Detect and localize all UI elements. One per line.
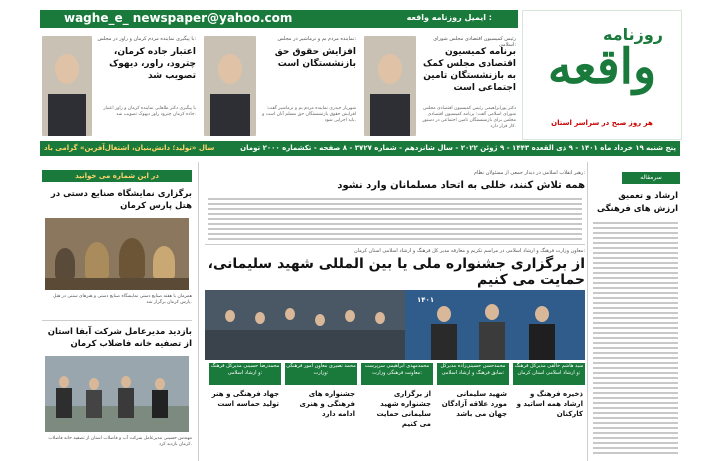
newspaper-logo (522, 10, 682, 140)
teaser-2-headline: افزایش حقوق حق بازنشستگان است (274, 47, 356, 69)
festival-headline[interactable]: از برگزاری جشنواره ملی یا بین المللی شهید سلیمانی، حمایت می کنیم (207, 256, 585, 288)
bottom-box-5-headline: جهاد فرهنگی و هنر تولید حماسه است (211, 390, 279, 408)
bottom-box-3-caption: محمدمهدی ابراهیمی سرپرست معاونت فرهنگی وزارت: (361, 363, 433, 385)
editorial-headline[interactable]: ارشاد و تعمیق ارزش های فرهنگی (597, 191, 678, 214)
email-address: waghe_e_ newspaper@yahoo.com (64, 11, 293, 25)
handicrafts-headline[interactable]: برگزاری نمایشگاه صنایع دستی در هتل پارس کرمان (50, 189, 192, 211)
left-divider (42, 320, 192, 321)
bottom-box-4-caption: محمد نصیری معاون امور فرهنگی وزارت: (285, 363, 357, 385)
bottom-box-4-headline: جشنواره های فرهنگی و هنری ادامه دارد (299, 390, 355, 418)
teaser-3-body: با پیگیری دکتر طاهایی نماینده کرمان و راور اعتبار جاده کرمان چترود راور دیهوک تصویب شد. (103, 106, 196, 117)
abfa-caption: مهندس حسینی مدیرعامل شرکت آب و فاضلاب استان از تصفیه خانه فاضلاب کرمان بازدید کرد. (48, 436, 192, 447)
teaser-1-headline: برنامه کمیسیون اقتصادی مجلس کمک به بازنشستگان تامین اجتماعی است (423, 47, 516, 93)
email-tagline: ایمیل روزنامه واقعه : (406, 13, 492, 22)
teaser-3-kicker: با پیگیری نماینده مردم کرمان و راور در مجلس: (97, 36, 196, 42)
teaser-1[interactable] (362, 32, 518, 138)
teaser-1-body: دکتر پورابراهیمی رئیس کمیسیون اقتصادی مجلس شورای اسلامی گفت: برنامه کمیسیون اقتصادی مجلس برای بازنشستگان تامین اجتماعی در دستور کار قرار دارد. (422, 106, 516, 129)
teaser-2-photo (204, 36, 256, 136)
abfa-photo (45, 356, 189, 432)
logo-subtitle: هر روز صبح در سراسر استان (551, 119, 653, 127)
bottom-box-3-headline: از برگزاری جشنواره شهید سلیمانی حمایت می کنیم (376, 390, 431, 428)
in-this-issue-banner: در این شماره می خوانید (42, 170, 192, 182)
date-bar (40, 141, 680, 156)
leader-text (208, 198, 582, 243)
bottom-box-3[interactable] (361, 363, 433, 461)
handicrafts-photo (45, 218, 189, 290)
column-divider-right (587, 162, 588, 461)
leader-headline[interactable]: همه تلاش کنند، خللی به اتحاد مسلمانان وارد نشود (337, 180, 585, 191)
teaser-3[interactable] (40, 32, 198, 138)
leader-kicker: رهبر انقلاب اسلامی در دیدار جمعی از مسئولان نظام: (473, 170, 585, 176)
email-bar (40, 10, 518, 28)
handicrafts-caption: همزمان با هفته صنایع دستی نمایشگاه صنایع دستی و هنرهای سنتی در هتل پارس کرمان برگزار شد. (53, 294, 192, 305)
teaser-3-headline: اعتبار جاده کرمان، چترود، راور، دیهوک تصویب شد (109, 47, 196, 81)
teaser-2-body: شهریار حیدری نماینده مردم بم و نرماشیر گفت: افزایش حقوق بازنشستگان حق مسلم آنان است و باید اجرایی شود. (262, 106, 356, 123)
bottom-box-2-caption: محمدحسن حسینی‌زاده مدیرکل سابق فرهنگ و ارشاد اسلامی: (437, 363, 509, 385)
logo-main-text: واقعه (547, 39, 657, 95)
teaser-1-photo (364, 36, 416, 136)
bottom-box-1-caption: سید هاشم خالقی مدیرکل فرهنگ و ارشاد اسلامی استان کرمان: (513, 363, 585, 385)
bottom-box-4[interactable] (285, 363, 357, 461)
ceremony-photo (205, 290, 585, 360)
photo-stamp: ۱۴۰۱ (417, 296, 435, 304)
middle-divider (205, 244, 585, 245)
bottom-box-2[interactable] (437, 363, 509, 461)
bottom-box-2-headline: شهید سلیمانی مورد علاقه آزادگان جهان می باشد (441, 390, 507, 418)
festival-kicker: معاون وزارت فرهنگ و ارشاد اسلامی در مراسم تکریم و معارفه مدیر کل فرهنگ و ارشاد اسلامی استان کرمان: (353, 248, 585, 254)
teaser-3-photo (42, 36, 92, 136)
bottom-box-5[interactable] (209, 363, 281, 461)
teaser-2-kicker: نماینده مردم بم و نرماشیر در مجلس: (277, 36, 356, 42)
teaser-2[interactable] (202, 32, 358, 138)
editorial-tab[interactable]: سرمقاله (622, 172, 680, 184)
teaser-1-kicker: رئیس کمیسیون اقتصادی مجلس شورای اسلامی: (433, 36, 516, 48)
logo-small-text: روزنامه (603, 25, 663, 44)
issue-date: پنج شنبه ۱۹ خرداد ماه ۱۴۰۱ - ۹ ذی القعده ۱۴۴۳ - ۹ ژوئن ۲۰۲۲ - سال شانزدهم - شماره ۳۷۲۷ - ۸ صفحه - تکشماره ۲۰۰۰ تومان (240, 144, 676, 152)
year-slogan: سال «تولید؛ دانش‌بنیان، اشتغال‌آفرین» گرامی باد (44, 144, 215, 152)
abfa-headline[interactable]: بازدید مدیرعامل شرکت آبفا استان از تصفیه خانه فاضلاب کرمان (47, 327, 192, 349)
bottom-box-1[interactable] (513, 363, 585, 461)
bottom-box-5-caption: محمدرضا حسینی مدیرکل فرهنگ و ارشاد اسلامی: (209, 363, 281, 385)
editorial-text (593, 222, 678, 457)
bottom-box-1-headline: ذخیره فرهنگ و ارشاد همه اساتید و کارکنان (516, 390, 583, 418)
column-divider-left (198, 162, 199, 461)
